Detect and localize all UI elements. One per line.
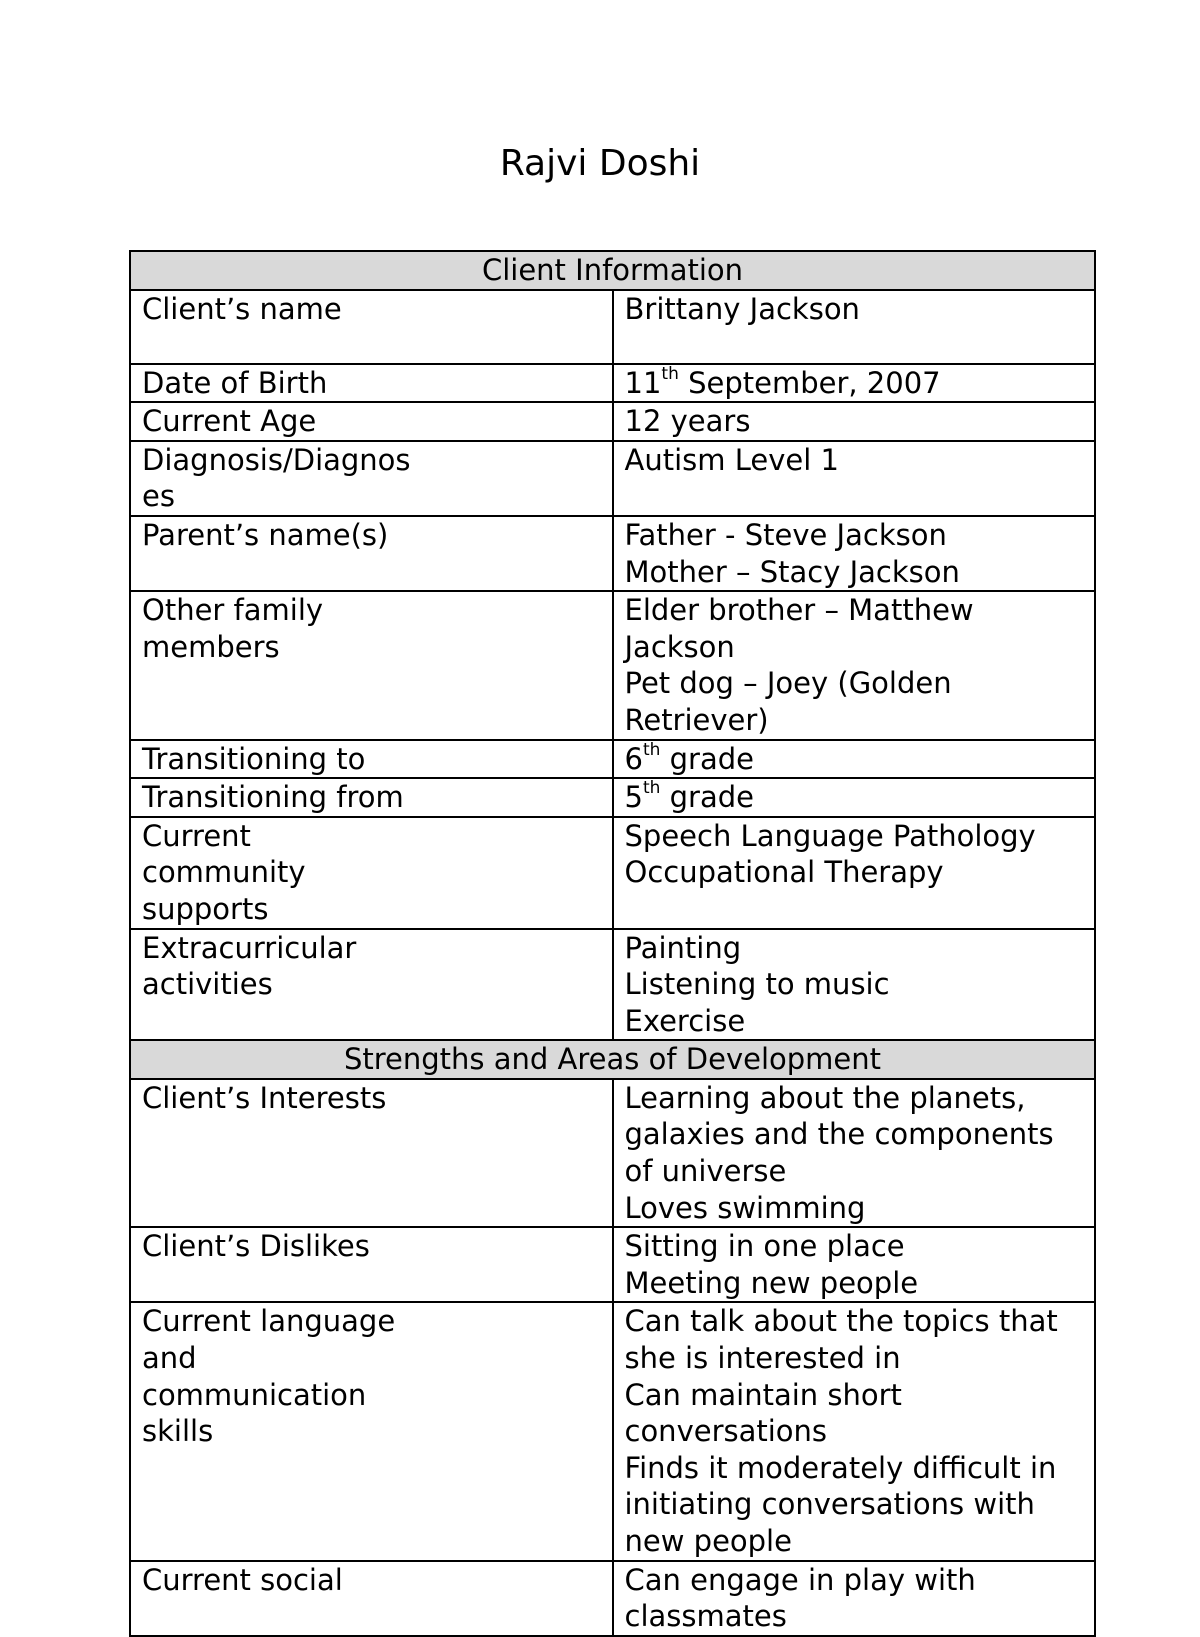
section-header-row <box>130 1040 1095 1079</box>
row-value <box>613 402 1096 441</box>
row-label: Transitioning to <box>130 740 613 779</box>
value-line: Elder brother – Matthew Jackson <box>624 593 974 664</box>
row-label: Extracurricular activities <box>130 929 613 1041</box>
row-label: Client’s Interests <box>130 1079 613 1227</box>
table-row <box>130 778 1095 817</box>
value-line: Learning about the planets, galaxies and the components of universe <box>624 1080 1054 1189</box>
value-line: Painting <box>624 930 742 965</box>
row-value <box>613 290 1096 364</box>
value-line: 11th September, 2007 <box>624 363 941 400</box>
row-value <box>613 516 1096 591</box>
value-line: Father - Steve Jackson <box>624 517 947 552</box>
value-line: Finds it moderately difficult in initiating conversations with new people <box>624 1450 1057 1558</box>
value-line: Can engage in play with classmates <box>624 1562 976 1634</box>
row-value <box>613 1227 1096 1302</box>
value-line: 5th grade <box>624 778 754 815</box>
row-label: Client’s name <box>130 290 613 364</box>
value-line: Mother – Stacy Jackson <box>624 554 960 589</box>
table-row <box>130 516 1095 591</box>
section-header-row <box>130 251 1095 290</box>
table-row <box>130 929 1095 1041</box>
value-line: Autism Level 1 <box>624 442 839 477</box>
row-label: Transitioning from <box>130 778 613 817</box>
value-line: Can maintain short conversations <box>624 1377 902 1449</box>
row-value <box>613 1079 1096 1227</box>
row-label: Parent’s name(s) <box>130 516 613 591</box>
page-title: Rajvi Doshi <box>499 143 701 184</box>
table-row <box>130 817 1095 929</box>
ordinal-suffix: th <box>661 363 679 384</box>
value-line: Sitting in one place <box>624 1229 905 1264</box>
row-label: Current community supports <box>130 817 613 929</box>
row-value <box>613 591 1096 739</box>
row-value <box>613 740 1096 779</box>
table-row <box>130 1561 1095 1636</box>
row-value <box>613 778 1096 817</box>
row-label: Client’s Dislikes <box>130 1227 613 1302</box>
row-label: Date of Birth <box>130 364 613 403</box>
row-label: Current language and communication skills <box>130 1302 613 1560</box>
table-row <box>130 1079 1095 1227</box>
value-line: Meeting new people <box>624 1265 919 1300</box>
table-body <box>130 251 1095 1636</box>
row-value <box>613 817 1096 929</box>
value-line: Brittany Jackson <box>624 291 860 326</box>
value-line: Occupational Therapy <box>624 855 944 890</box>
row-label: Other family members <box>130 591 613 739</box>
row-value <box>613 929 1096 1041</box>
value-line: Loves swimming <box>624 1190 866 1225</box>
section-heading: Client Information <box>130 251 1095 290</box>
row-label: Current social <box>130 1561 613 1636</box>
value-line: Speech Language Pathology <box>624 818 1036 853</box>
table-row <box>130 441 1095 516</box>
value-line: Pet dog – Joey (Golden Retriever) <box>624 666 952 737</box>
table-row <box>130 740 1095 779</box>
row-label: Current Age <box>130 402 613 441</box>
table-row <box>130 402 1095 441</box>
table-row <box>130 591 1095 739</box>
table-row <box>130 290 1095 364</box>
row-value <box>613 364 1096 403</box>
value-line: Can talk about the topics that she is interested in <box>624 1304 1058 1376</box>
row-value <box>613 1302 1096 1560</box>
row-label: Diagnosis/Diagnos es <box>130 441 613 516</box>
value-line: Exercise <box>624 1003 746 1038</box>
value-line: Listening to music <box>624 967 890 1002</box>
client-information-table <box>129 250 1096 1637</box>
section-heading: Strengths and Areas of Development <box>130 1040 1095 1079</box>
row-value <box>613 1561 1096 1636</box>
table-row <box>130 1302 1095 1560</box>
ordinal-suffix: th <box>642 778 661 799</box>
value-line: 6th grade <box>624 739 754 776</box>
row-value <box>613 441 1096 516</box>
value-line: 12 years <box>624 404 751 439</box>
table-row <box>130 1227 1095 1302</box>
table-row <box>130 364 1095 403</box>
ordinal-suffix: th <box>642 739 661 760</box>
